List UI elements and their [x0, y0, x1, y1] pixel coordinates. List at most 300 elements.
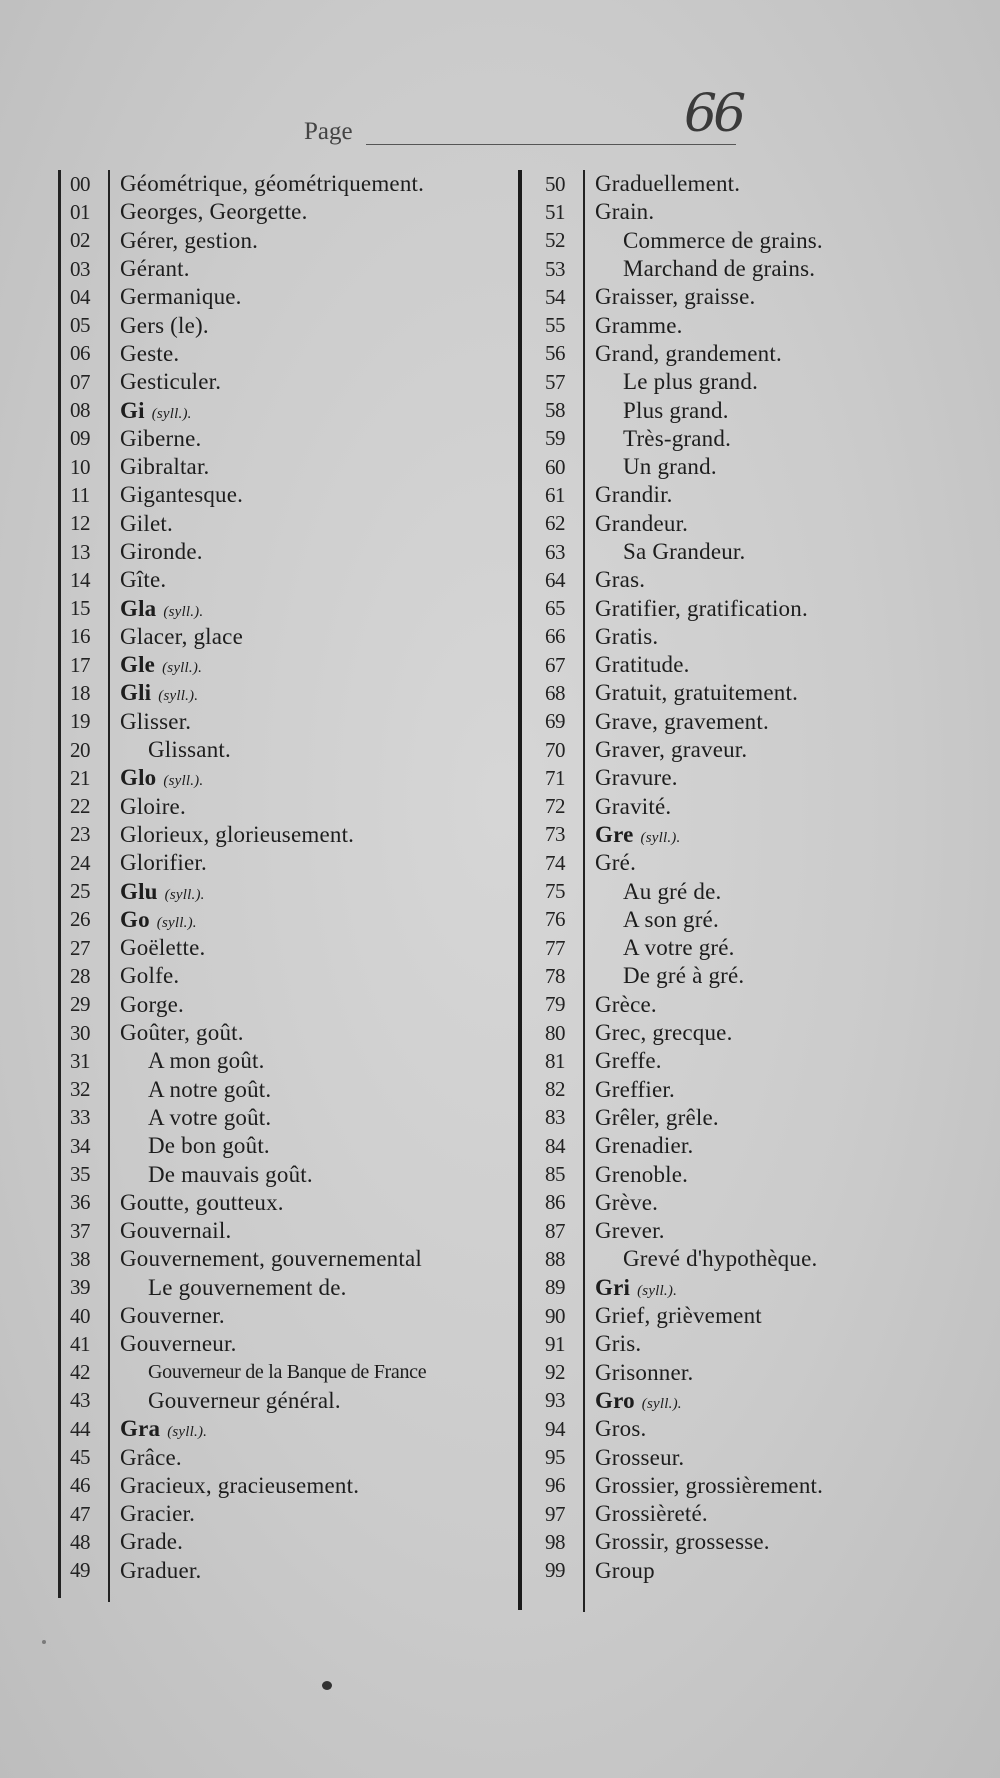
entry-number: 78 — [545, 963, 565, 988]
dictionary-entry — [58, 679, 518, 707]
syllable-tag: (syll.). — [162, 660, 203, 677]
entry-number: 72 — [545, 794, 565, 819]
syllable-tag: (syll.). — [158, 688, 199, 705]
page-label: Page — [304, 118, 353, 145]
entry-number: 48 — [70, 1529, 90, 1554]
entry-text: Au gré de. — [623, 878, 722, 904]
entry-text: Très-grand. — [623, 425, 732, 451]
entry-text: Gouverner. — [120, 1303, 225, 1329]
dictionary-entry — [533, 991, 963, 1019]
dictionary-entry — [533, 255, 963, 283]
dictionary-entry — [58, 623, 518, 651]
entry-number: 03 — [70, 256, 90, 281]
syllable-entry — [120, 398, 192, 424]
dictionary-entry — [58, 991, 518, 1019]
dictionary-entry — [58, 962, 518, 990]
entry-number: 87 — [545, 1218, 565, 1243]
entry-number: 00 — [70, 171, 90, 196]
syllable-entry — [120, 879, 205, 905]
syllable-tag: (syll.). — [163, 773, 204, 790]
entry-number: 57 — [545, 369, 565, 394]
entry-text: Gibraltar. — [120, 454, 210, 480]
dictionary-entry — [533, 510, 963, 538]
dictionary-entry — [58, 283, 518, 311]
dictionary-entry — [533, 1019, 963, 1047]
entry-text: Gouverneur général. — [148, 1387, 341, 1413]
entry-text: Geste. — [120, 340, 180, 366]
dictionary-entry — [58, 1330, 518, 1358]
entry-number: 04 — [70, 284, 90, 309]
entry-number: 16 — [70, 624, 90, 649]
entry-number: 69 — [545, 709, 565, 734]
entry-text: Grâce. — [120, 1444, 182, 1470]
entry-text: Gîte. — [120, 567, 167, 593]
entry-number: 75 — [545, 879, 565, 904]
entry-text: Gris. — [595, 1331, 642, 1357]
dictionary-entry — [58, 198, 518, 226]
dictionary-entry — [533, 1557, 963, 1585]
entry-text: Grossier, grossièrement. — [595, 1472, 824, 1498]
entry-number: 28 — [70, 963, 90, 988]
entry-text: Greffe. — [595, 1048, 662, 1074]
dictionary-entry — [533, 283, 963, 311]
entry-text: Gracieux, gracieusement. — [120, 1472, 360, 1498]
dictionary-entry — [533, 481, 963, 509]
entry-number: 14 — [70, 567, 90, 592]
dictionary-entry — [533, 708, 963, 736]
dictionary-entry — [58, 793, 518, 821]
entry-text: Gros. — [595, 1416, 647, 1442]
syllable-tag: (syll.). — [164, 886, 205, 903]
entry-text: De gré à gré. — [623, 963, 745, 989]
entry-text: Grisonner. — [595, 1359, 694, 1385]
entry-text: Grêler, grêle. — [595, 1104, 719, 1130]
entry-text: A notre goût. — [148, 1076, 272, 1102]
entry-text: Gigantesque. — [120, 482, 244, 508]
entry-number: 10 — [70, 454, 90, 479]
syllable-tag: (syll.). — [156, 914, 197, 931]
entry-number: 83 — [545, 1105, 565, 1130]
entry-number: 96 — [545, 1473, 565, 1498]
dictionary-entry — [533, 1160, 963, 1188]
dictionary-entry — [533, 227, 963, 255]
entry-number: 59 — [545, 426, 565, 451]
entry-number: 02 — [70, 228, 90, 253]
entry-text: Graver, graveur. — [595, 737, 748, 763]
syllable-tag: (syll.). — [163, 603, 204, 620]
syllable-entry — [120, 652, 202, 678]
dictionary-entry — [58, 821, 518, 849]
page-header — [304, 84, 764, 152]
dictionary-entry — [58, 1472, 518, 1500]
dictionary-entry — [58, 708, 518, 736]
entry-text: Gratifier, gratification. — [595, 595, 808, 621]
syllable-head: Go — [120, 906, 150, 932]
dictionary-entry — [533, 1302, 963, 1330]
entry-number: 47 — [70, 1501, 90, 1526]
entry-number: 32 — [70, 1077, 90, 1102]
dictionary-entry — [58, 1217, 518, 1245]
dictionary-entry — [58, 227, 518, 255]
entry-number: 52 — [545, 228, 565, 253]
syllable-tag: (syll.). — [637, 1282, 678, 1299]
entry-number: 18 — [70, 680, 90, 705]
entry-number: 42 — [70, 1360, 90, 1385]
entry-text: Grade. — [120, 1529, 184, 1555]
entry-text: Gironde. — [120, 539, 203, 564]
entry-number: 60 — [545, 454, 565, 479]
entry-text: Grenadier. — [595, 1133, 694, 1159]
entry-text: Gesticuler. — [120, 369, 222, 395]
entry-number: 64 — [545, 567, 565, 592]
dictionary-entry — [533, 1415, 963, 1443]
entry-text: Goëlette. — [120, 935, 206, 961]
dictionary-entry — [58, 1019, 518, 1047]
entry-number: 38 — [70, 1246, 90, 1271]
entry-text: Graduer. — [120, 1557, 202, 1583]
entry-number: 61 — [545, 482, 565, 507]
entry-text: Le gouvernement de. — [148, 1274, 347, 1300]
dictionary-entry — [58, 453, 518, 481]
syllable-entry — [120, 680, 198, 706]
dictionary-entry — [533, 1500, 963, 1528]
dictionary-entry — [58, 311, 518, 339]
entry-text: Group — [595, 1557, 655, 1583]
ink-speck — [42, 1640, 46, 1644]
entry-text: Grandir. — [595, 482, 673, 508]
entry-text: Gratis. — [595, 623, 659, 649]
entry-text: Plus grand. — [623, 397, 729, 423]
entry-number: 51 — [545, 199, 565, 224]
entry-number: 34 — [70, 1133, 90, 1158]
dictionary-entry — [58, 510, 518, 538]
entry-text: Grossièreté. — [595, 1501, 708, 1527]
dictionary-entry — [58, 764, 518, 792]
entry-number: 70 — [545, 737, 565, 762]
entry-text: Graisser, graisse. — [595, 284, 756, 310]
entry-number: 08 — [70, 398, 90, 423]
dictionary-entry — [533, 1047, 963, 1075]
syllable-head: Gla — [120, 595, 157, 621]
entry-text: Gratitude. — [595, 652, 690, 678]
entry-number: 43 — [70, 1388, 90, 1413]
entry-text: A votre goût. — [148, 1104, 272, 1130]
dictionary-entry — [58, 170, 518, 198]
dictionary-entry — [533, 1274, 963, 1302]
entry-number: 49 — [70, 1558, 90, 1583]
syllable-head: Gro — [595, 1387, 635, 1413]
entry-number: 54 — [545, 284, 565, 309]
entry-text: Sa Grandeur. — [623, 539, 746, 564]
entry-number: 11 — [70, 482, 90, 507]
entry-number: 80 — [545, 1020, 565, 1045]
entry-text: Glissant. — [148, 737, 231, 763]
syllable-tag: (syll.). — [640, 829, 681, 846]
entry-number: 74 — [545, 850, 565, 875]
dictionary-entry — [533, 679, 963, 707]
entry-number: 13 — [70, 539, 90, 564]
entry-number: 36 — [70, 1190, 90, 1215]
dictionary-entry — [58, 1189, 518, 1217]
dictionary-entry — [533, 170, 963, 198]
dictionary-entry — [58, 934, 518, 962]
dictionary-entry — [533, 1330, 963, 1358]
entry-text: Gras. — [595, 567, 646, 593]
entry-number: 17 — [70, 652, 90, 677]
entry-number: 56 — [545, 341, 565, 366]
entry-text: Gravité. — [595, 793, 672, 819]
entry-text: Gérer, gestion. — [120, 227, 259, 253]
dictionary-entry — [58, 255, 518, 283]
syllable-entry — [595, 822, 680, 848]
entry-number: 85 — [545, 1162, 565, 1187]
entry-text: Grief, grièvement — [595, 1303, 762, 1329]
dictionary-entry — [533, 396, 963, 424]
entry-text: Grèce. — [595, 991, 657, 1017]
entry-number: 22 — [70, 794, 90, 819]
entry-number: 71 — [545, 765, 565, 790]
entry-number: 63 — [545, 539, 565, 564]
dictionary-entry — [533, 764, 963, 792]
entry-text: Grec, grecque. — [595, 1020, 733, 1046]
entry-number: 27 — [70, 935, 90, 960]
dictionary-entry — [58, 1358, 518, 1386]
dictionary-entry — [533, 736, 963, 764]
entry-text: Germanique. — [120, 284, 242, 310]
entry-text: Grève. — [595, 1189, 659, 1215]
entry-number: 99 — [545, 1558, 565, 1583]
entry-number: 79 — [545, 992, 565, 1017]
syllable-entry — [120, 765, 203, 791]
ink-speck — [322, 1681, 332, 1690]
entry-number: 21 — [70, 765, 90, 790]
right-column — [533, 170, 963, 1585]
dictionary-entry — [533, 198, 963, 226]
dictionary-entry — [533, 821, 963, 849]
entry-text: Gers (le). — [120, 312, 209, 338]
syllable-head: Glu — [120, 878, 158, 904]
syllable-head: Gra — [120, 1416, 161, 1442]
entry-text: Grossir, grossesse. — [595, 1529, 770, 1555]
entry-text: Giberne. — [120, 425, 202, 451]
entry-text: Marchand de grains. — [623, 256, 816, 282]
entry-text: Goutte, goutteux. — [120, 1189, 284, 1215]
entry-number: 90 — [545, 1303, 565, 1328]
dictionary-entry — [58, 1245, 518, 1273]
dictionary-entry — [533, 594, 963, 622]
entry-text: De mauvais goût. — [148, 1161, 313, 1187]
entry-text: Grain. — [595, 199, 655, 225]
entry-number: 58 — [545, 398, 565, 423]
entry-number: 97 — [545, 1501, 565, 1526]
entry-text: Gramme. — [595, 312, 683, 338]
dictionary-entry — [58, 538, 518, 566]
dictionary-entry — [533, 340, 963, 368]
syllable-tag: (syll.). — [151, 405, 192, 422]
dictionary-entry — [58, 425, 518, 453]
entry-text: Gérant. — [120, 256, 190, 282]
syllable-entry — [595, 1275, 677, 1301]
syllable-head: Gle — [120, 652, 156, 678]
syllable-entry — [595, 1388, 682, 1414]
entry-text: Golfe. — [120, 963, 180, 989]
page-number-line — [366, 144, 736, 145]
syllable-head: Gre — [595, 821, 634, 847]
entry-number: 62 — [545, 511, 565, 536]
entry-number: 05 — [70, 313, 90, 338]
entry-number: 31 — [70, 1048, 90, 1073]
entry-number: 77 — [545, 935, 565, 960]
entry-number: 19 — [70, 709, 90, 734]
entry-text: Grevé d'hypothèque. — [623, 1246, 818, 1272]
entry-text: Greffier. — [595, 1076, 675, 1102]
entry-number: 41 — [70, 1331, 90, 1356]
entry-number: 67 — [545, 652, 565, 677]
dictionary-entry — [533, 962, 963, 990]
entry-text: Gravure. — [595, 765, 678, 791]
entry-number: 09 — [70, 426, 90, 451]
dictionary-entry — [533, 651, 963, 679]
dictionary-entry — [533, 623, 963, 651]
dictionary-entry — [58, 849, 518, 877]
dictionary-entry — [533, 849, 963, 877]
entry-number: 23 — [70, 822, 90, 847]
entry-number: 46 — [70, 1473, 90, 1498]
syllable-tag: (syll.). — [641, 1395, 682, 1412]
dictionary-entry — [533, 1245, 963, 1273]
entry-number: 39 — [70, 1275, 90, 1300]
entry-number: 44 — [70, 1416, 90, 1441]
dictionary-entry — [58, 651, 518, 679]
dictionary-entry — [533, 368, 963, 396]
syllable-head: Gli — [120, 680, 152, 706]
dictionary-entry — [58, 396, 518, 424]
entry-number: 30 — [70, 1020, 90, 1045]
dictionary-entry — [533, 1443, 963, 1471]
entry-number: 33 — [70, 1105, 90, 1130]
syllable-head: Gi — [120, 397, 145, 423]
entry-number: 68 — [545, 680, 565, 705]
entry-number: 81 — [545, 1048, 565, 1073]
entry-text: Georges, Georgette. — [120, 199, 308, 225]
entry-number: 45 — [70, 1445, 90, 1469]
entry-number: 55 — [545, 313, 565, 338]
entry-number: 66 — [545, 624, 565, 649]
dictionary-entry — [58, 1443, 518, 1471]
entry-number: 84 — [545, 1133, 565, 1158]
syllable-entry — [120, 1416, 207, 1442]
column-divider — [518, 170, 522, 1610]
dictionary-entry — [58, 1132, 518, 1160]
entry-number: 40 — [70, 1303, 90, 1328]
dictionary-entry — [533, 566, 963, 594]
dictionary-entry — [533, 538, 963, 566]
dictionary-entry — [58, 1047, 518, 1075]
dictionary-entry — [58, 1160, 518, 1188]
dictionary-entry — [58, 1387, 518, 1415]
entry-text: Glorifier. — [120, 850, 207, 876]
dictionary-entry — [58, 481, 518, 509]
entry-text: Gratuit, gratuitement. — [595, 680, 799, 706]
entry-number: 01 — [70, 199, 90, 224]
entry-text: Grave, gravement. — [595, 708, 769, 734]
entry-number: 35 — [70, 1162, 90, 1187]
dictionary-entry — [533, 1472, 963, 1500]
entry-number: 65 — [545, 596, 565, 621]
handwritten-page-number: 66 — [684, 84, 743, 144]
dictionary-entry — [533, 906, 963, 934]
entry-number: 20 — [70, 737, 90, 762]
left-column — [58, 170, 518, 1585]
entry-number: 86 — [545, 1190, 565, 1215]
entry-text: Glisser. — [120, 708, 192, 734]
entry-text: Grosseur. — [595, 1444, 685, 1470]
dictionary-entry — [533, 1528, 963, 1556]
entry-number: 93 — [545, 1388, 565, 1413]
entry-text: Gilet. — [120, 510, 173, 536]
entry-text: Grever. — [595, 1218, 665, 1244]
dictionary-entry — [533, 1189, 963, 1217]
dictionary-entry — [533, 425, 963, 453]
entry-text: Gorge. — [120, 991, 185, 1017]
entry-number: 26 — [70, 907, 90, 932]
dictionary-entry — [533, 1217, 963, 1245]
entry-text: Gracier. — [120, 1501, 196, 1527]
entry-text: Gouverneur de la Banque de France — [148, 1361, 427, 1384]
dictionary-entry — [533, 1358, 963, 1386]
entry-number: 12 — [70, 511, 90, 536]
dictionary-entry — [58, 1500, 518, 1528]
dictionary-entry — [533, 1104, 963, 1132]
dictionary-entry — [58, 1104, 518, 1132]
entry-number: 37 — [70, 1218, 90, 1243]
entry-number: 07 — [70, 369, 90, 394]
entry-text: Commerce de grains. — [623, 227, 823, 253]
entry-number: 82 — [545, 1077, 565, 1102]
entry-number: 25 — [70, 879, 90, 904]
dictionary-entry — [533, 1387, 963, 1415]
entry-text: Un grand. — [623, 454, 717, 480]
entry-text: Gouvernement, gouvernemental — [120, 1246, 422, 1272]
entry-number: 91 — [545, 1331, 565, 1356]
dictionary-entry — [58, 1302, 518, 1330]
dictionary-entry — [533, 877, 963, 905]
entry-text: A mon goût. — [148, 1048, 265, 1074]
entry-text: Glacer, glace — [120, 623, 243, 649]
entry-text: Grenoble. — [595, 1161, 689, 1187]
dictionary-entry — [58, 566, 518, 594]
entry-text: Le plus grand. — [623, 369, 759, 395]
dictionary-entry — [58, 340, 518, 368]
entry-text: A son gré. — [623, 906, 719, 932]
dictionary-entry — [58, 1528, 518, 1556]
syllable-tag: (syll.). — [167, 1424, 208, 1441]
dictionary-entry — [533, 1076, 963, 1104]
dictionary-entry — [58, 594, 518, 622]
entry-text: A votre gré. — [623, 935, 735, 961]
entry-text: Gouvernail. — [120, 1218, 232, 1244]
entry-number: 89 — [545, 1275, 565, 1300]
entry-number: 53 — [545, 256, 565, 281]
dictionary-entry — [58, 877, 518, 905]
dictionary-entry — [58, 1274, 518, 1302]
entry-number: 88 — [545, 1246, 565, 1271]
entry-text: Gré. — [595, 850, 637, 876]
entry-number: 98 — [545, 1529, 565, 1554]
entry-number: 06 — [70, 341, 90, 366]
entry-number: 95 — [545, 1445, 565, 1469]
dictionary-entry — [533, 1132, 963, 1160]
